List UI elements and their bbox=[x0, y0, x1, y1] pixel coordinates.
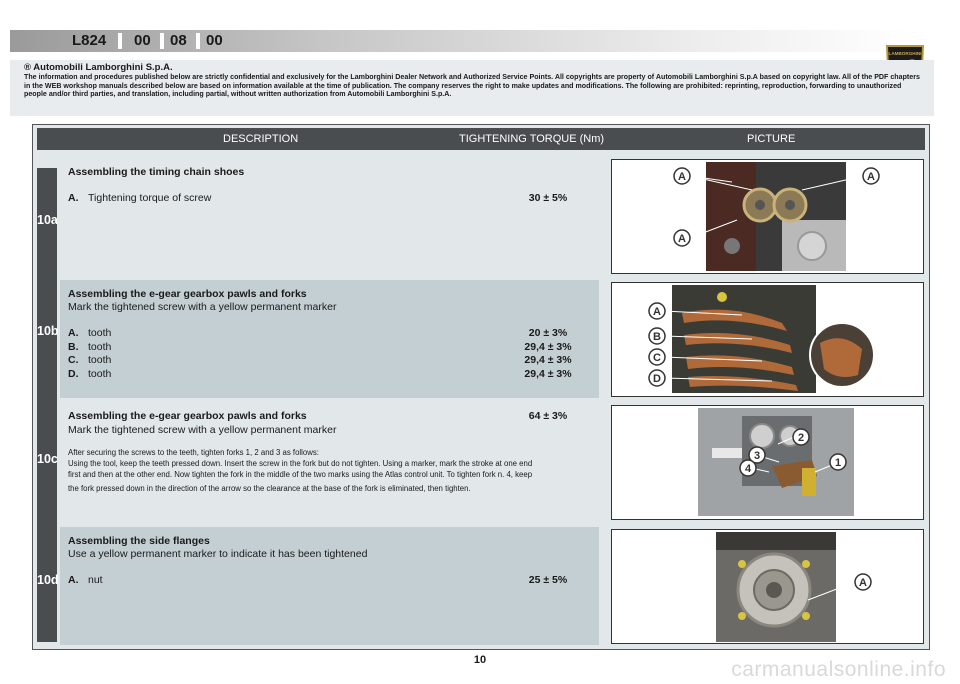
section-title: Assembling the side flanges bbox=[68, 535, 210, 547]
procedure-note-line: first and then at the other end. Now tighten the fork in the middle of the two marks using the Atlas control unit. To tighten fork n. 4, keep bbox=[68, 469, 533, 479]
procedure-note-line: Using the tool, keep the teeth pressed down. Insert the screw in the fork but do not tighten. Using a marker, mark the stroke at one end bbox=[68, 458, 533, 468]
svg-text:A: A bbox=[867, 171, 875, 183]
page-number: 10 bbox=[473, 654, 487, 666]
svg-text:D: D bbox=[653, 373, 661, 385]
watermark: carmanualsonline.info bbox=[731, 658, 946, 681]
code-separator bbox=[160, 33, 164, 49]
torque-value: 30 ± 5% bbox=[528, 192, 568, 204]
torque-item bbox=[68, 574, 599, 588]
section-title: Assembling the timing chain shoes bbox=[68, 166, 245, 178]
section-sidebar bbox=[37, 168, 57, 642]
callout-2 bbox=[793, 429, 809, 445]
torque-value: 20 ± 3% bbox=[528, 327, 568, 339]
code-section: 00 bbox=[206, 32, 223, 49]
item-letter: B. bbox=[68, 340, 79, 353]
callout-a bbox=[674, 230, 690, 246]
section-title: Assembling the e-gear gearbox pawls and forks bbox=[68, 288, 307, 300]
side-flange-photo bbox=[612, 530, 925, 645]
column-header-torque: TIGHTENING TORQUE (Nm) bbox=[459, 133, 605, 145]
item-label: tooth bbox=[88, 354, 112, 366]
section-label-10a: 10a bbox=[37, 213, 58, 227]
section-10b-description bbox=[60, 280, 599, 398]
section-label-10b: 10b bbox=[37, 324, 59, 338]
code-model: L824 bbox=[72, 32, 107, 49]
callout-1 bbox=[830, 454, 846, 470]
gearbox-housing-photo bbox=[612, 406, 925, 521]
svg-text:B: B bbox=[653, 331, 661, 343]
item-letter: A. bbox=[68, 574, 79, 586]
torque-item bbox=[68, 368, 599, 382]
callout-a bbox=[863, 168, 879, 184]
svg-text:C: C bbox=[653, 352, 661, 364]
item-letter: A. bbox=[68, 192, 79, 204]
document-code-bar bbox=[10, 30, 910, 52]
item-letter: D. bbox=[68, 367, 79, 380]
item-label: tooth bbox=[88, 340, 112, 353]
torque-value: 29,4 ± 3% bbox=[524, 354, 572, 366]
callout-b bbox=[649, 328, 665, 344]
torque-value: 29,4 ± 3% bbox=[524, 367, 572, 380]
picture-side-flanges bbox=[611, 529, 924, 644]
picture-fork-tightening bbox=[611, 405, 924, 520]
timing-chain-photo bbox=[612, 160, 925, 275]
item-label: tooth bbox=[88, 327, 112, 339]
torque-value: 64 ± 3% bbox=[528, 410, 568, 422]
item-label: tooth bbox=[88, 367, 112, 380]
torque-item bbox=[68, 341, 599, 355]
code-separator bbox=[196, 33, 200, 49]
gearbox-forks-photo bbox=[612, 283, 925, 398]
svg-text:A: A bbox=[678, 171, 686, 183]
section-subtitle: Use a yellow permanent marker to indicate it has been tightened bbox=[68, 548, 368, 560]
svg-text:LAMBORGHINI: LAMBORGHINI bbox=[888, 51, 922, 56]
torque-item bbox=[68, 327, 599, 341]
torque-value: 25 ± 5% bbox=[528, 574, 568, 586]
procedure-table bbox=[32, 124, 930, 650]
callout-a bbox=[674, 168, 690, 184]
torque-value: 29,4 ± 3% bbox=[524, 340, 572, 353]
callout-4 bbox=[740, 460, 756, 476]
svg-text:A: A bbox=[678, 233, 686, 245]
section-10d-description bbox=[60, 527, 599, 645]
legal-notice bbox=[10, 60, 934, 116]
section-label-10d: 10d bbox=[37, 573, 59, 587]
callout-c bbox=[649, 349, 665, 365]
legal-title: ® Automobili Lamborghini S.p.A. bbox=[24, 62, 173, 73]
section-10c-description bbox=[60, 402, 599, 520]
callout-a bbox=[855, 574, 871, 590]
item-letter: C. bbox=[68, 354, 79, 366]
code-group: 00 bbox=[134, 32, 151, 49]
section-title: Assembling the e-gear gearbox pawls and forks bbox=[68, 410, 307, 422]
section-subtitle: Mark the tightened screw with a yellow permanent marker bbox=[68, 423, 337, 436]
code-separator bbox=[118, 33, 122, 49]
procedure-note-line: the fork pressed down in the direction of the arrow so the clearance at the base of the fork is eliminated, then tighten. bbox=[68, 483, 471, 493]
picture-pawls-and-forks bbox=[611, 282, 924, 397]
torque-item bbox=[68, 354, 599, 368]
svg-text:A: A bbox=[859, 577, 867, 589]
code-subgroup: 08 bbox=[170, 32, 187, 49]
svg-text:4: 4 bbox=[744, 463, 752, 475]
column-header-picture: PICTURE bbox=[747, 133, 796, 145]
svg-text:A: A bbox=[653, 306, 661, 318]
picture-timing-chain-shoes bbox=[611, 159, 924, 274]
svg-text:3: 3 bbox=[753, 450, 761, 462]
procedure-note-line: After securing the screws to the teeth, tighten forks 1, 2 and 3 as follows: bbox=[68, 447, 319, 457]
section-label-10c: 10c bbox=[37, 452, 58, 466]
section-10a-description bbox=[60, 158, 599, 276]
item-letter: A. bbox=[68, 327, 79, 339]
item-label: nut bbox=[88, 574, 103, 586]
svg-text:2: 2 bbox=[797, 432, 805, 444]
callout-a bbox=[649, 303, 665, 319]
legal-text: The information and procedures published below are strictly confidential and exclusively for the Lamborghini Dealer Network and Authorized Service Points. All copyrights are property of Automobili Lamborghini S.p.A based on copyright law. All of the PDF chapters in the WEB workshop manuals described below are based on information available at the time of publication. The company reserves the right to make updates and modifications. The following are prohibited: reprinting, reproduction, forwarding to unauthorized people and/or third parties, and translation, including partial, without written authorization from Automobili Lamborghini S.p.A. bbox=[24, 73, 920, 99]
svg-text:1: 1 bbox=[834, 457, 842, 469]
item-label: Tightening torque of screw bbox=[88, 192, 212, 204]
column-header-description: DESCRIPTION bbox=[223, 133, 299, 145]
table-header bbox=[37, 128, 925, 150]
callout-d bbox=[649, 370, 665, 386]
torque-item bbox=[68, 192, 599, 206]
section-title-row bbox=[68, 410, 599, 424]
section-subtitle: Mark the tightened screw with a yellow permanent marker bbox=[68, 301, 337, 313]
